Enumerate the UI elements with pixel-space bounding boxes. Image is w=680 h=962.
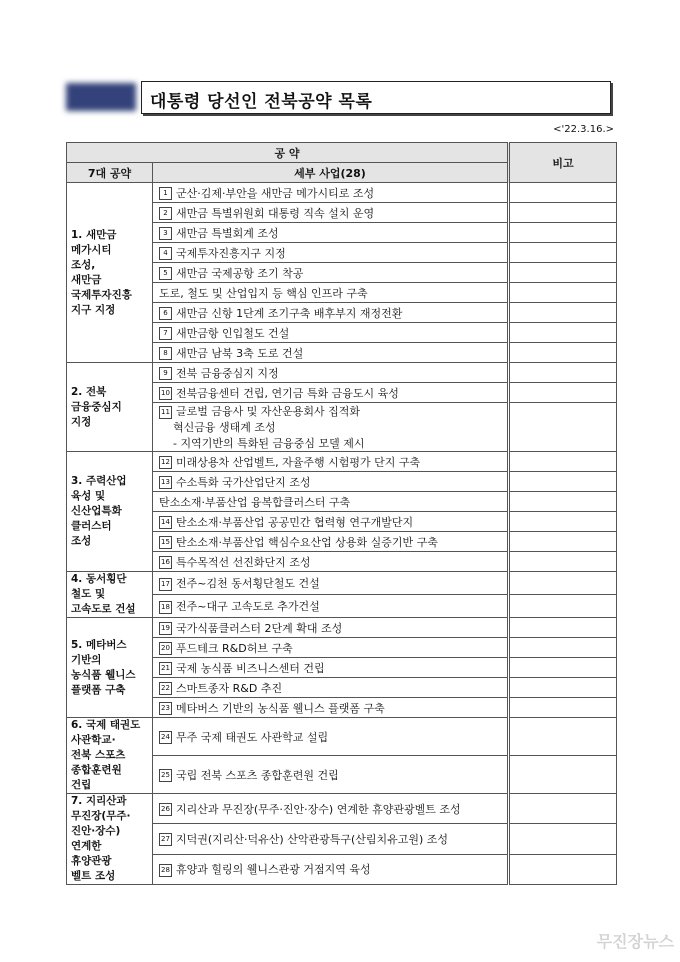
watermark: 무진장뉴스 [596,932,674,951]
item-number: 6 [159,307,172,320]
item-text: 새만금 남북 3축 도로 건설 [176,346,304,360]
pledge-title-line: 휴양관광 [71,855,112,867]
project-item [153,595,509,618]
pledge-title-line: 5. 메타버스 [71,638,127,651]
item-number: 23 [159,702,172,715]
item-number: 25 [159,769,172,782]
memo-cell [509,512,617,532]
pledge-title-line: 3. 주력산업 [71,475,127,487]
item-text: 전주~김천 동서횡단철도 건설 [176,577,320,590]
header-seven: 7대 공약 [67,163,153,183]
project-item [153,638,509,658]
pledge-title [67,452,153,572]
item-text: 탄소소재·부품산업 융복합클러스터 구축 [159,495,351,509]
memo-cell [509,638,617,658]
item-subtext: - 지역기반의 특화된 금융중심 모델 제시 [173,437,365,450]
memo-cell [509,492,617,512]
project-item [153,303,509,323]
memo-cell [509,452,617,472]
project-item [153,658,509,678]
memo-cell [509,718,617,756]
pledge-title-line: 종합훈련원 [71,764,122,776]
item-number: 4 [159,247,172,260]
memo-cell [509,203,617,223]
project-item [153,678,509,698]
pledge-title-line: 국제투자진흥 [71,288,132,301]
project-item [153,794,509,824]
item-text: 전주~대구 고속도로 추가건설 [176,600,320,613]
pledge-title-line: 건립 [71,779,92,791]
item-text: 국립 전북 스포츠 종합훈련원 건립 [176,768,339,782]
blurred-logo [66,83,136,111]
memo-cell [509,403,617,452]
memo-cell [509,283,617,303]
pledge-title-line: 지정 [71,415,92,428]
pledge-title-line: 농식품 웰니스 [71,668,136,681]
pledge-title [67,572,153,618]
memo-cell [509,572,617,595]
header-pledge: 공 약 [67,143,509,163]
table-row [67,452,617,472]
item-text: 메타버스 기반의 농식품 웰니스 플랫폼 구축 [176,701,385,715]
memo-cell [509,658,617,678]
item-number: 16 [159,556,172,569]
item-number: 24 [159,731,172,744]
pledge-title-line: 기반의 [71,653,102,666]
project-item [153,698,509,718]
project-item [153,718,509,756]
memo-cell [509,472,617,492]
item-text: 새만금 국제공항 조기 착공 [176,266,304,280]
pledge-title-line: 새만금 [71,273,102,286]
project-item [153,552,509,572]
memo-cell [509,532,617,552]
header-memo: 비고 [509,143,617,183]
item-number: 27 [159,833,172,846]
pledge-title-line: 1. 새만금 [71,228,117,241]
item-text: 미래상용차 산업벨트, 자율주행 시험평가 단지 구축 [176,455,421,469]
memo-cell [509,552,617,572]
memo-cell [509,698,617,718]
item-number: 10 [159,387,172,400]
project-item [153,183,509,203]
pledge-title-line: 신산업특화 [71,505,122,517]
pledge-title-line: 플랫폼 구축 [71,683,126,696]
project-item [153,572,509,595]
pledge-title-line: 무진장(무주· [71,810,131,822]
table-row [67,183,617,203]
item-number: 9 [159,367,172,380]
item-number: 1 [159,187,172,200]
pledge-title-line: 사관학교· [71,734,116,746]
project-item [153,492,509,512]
pledge-title [67,363,153,452]
project-item [153,223,509,243]
pledge-title-line: 조성 [71,535,92,547]
memo-cell [509,343,617,363]
item-number: 26 [159,803,172,816]
pledge-title-line: 금융중심지 [71,400,122,413]
pledge-title-line: 메가시티 [71,243,112,256]
header-detail: 세부 사업(28) [153,163,509,183]
table-row [67,794,617,824]
item-text: 새만금 특별위원회 대통령 직속 설치 운영 [176,206,375,220]
item-number: 11 [159,406,172,419]
pledge-title-line: 6. 국제 태권도 [71,719,141,731]
project-item [153,824,509,854]
item-text: 국가식품클러스터 2단계 확대 조성 [176,621,343,635]
project-item [153,263,509,283]
item-number: 3 [159,227,172,240]
project-item [153,403,509,452]
pledge-title-line: 전북 스포츠 [71,749,126,761]
table-row [67,572,617,595]
table-body [67,183,617,885]
memo-cell [509,595,617,618]
memo-cell [509,854,617,884]
item-text: 탄소소재·부품산업 공공민간 협력형 연구개발단지 [176,515,414,529]
item-text: 지리산과 무진장(무주·진안·장수) 연계한 휴양관광벨트 조성 [176,802,461,816]
project-item [153,618,509,638]
item-number: 20 [159,642,172,655]
item-text: 전북금융센터 건립, 연기금 특화 금융도시 육성 [176,386,399,400]
title-box [141,81,611,114]
item-number: 22 [159,682,172,695]
item-text: 전북 금융중심지 지정 [176,366,279,380]
project-item [153,383,509,403]
pledge-table [66,142,617,885]
table-row [67,718,617,756]
item-text: 새만금 특별회계 조성 [176,226,279,240]
item-number: 2 [159,207,172,220]
pledge-title-line: 4. 동서횡단 [71,573,127,585]
pledge-title [67,183,153,363]
pledge-title-line: 조성, [71,258,96,271]
project-item [153,532,509,552]
project-item [153,452,509,472]
project-item [153,243,509,263]
item-text: 특수목적선 선진화단지 조성 [176,555,311,569]
item-number: 18 [159,601,172,614]
memo-cell [509,303,617,323]
item-text: 국제 농식품 비즈니스센터 건립 [176,661,325,675]
item-number: 14 [159,516,172,529]
item-number: 21 [159,662,172,675]
project-item [153,363,509,383]
project-item [153,756,509,794]
table-row [67,618,617,638]
item-number: 12 [159,456,172,469]
memo-cell [509,243,617,263]
memo-cell [509,323,617,343]
item-number: 8 [159,347,172,360]
item-number: 13 [159,476,172,489]
item-text: 수소특화 국가산업단지 조성 [176,475,311,489]
pledge-title-line: 고속도로 건설 [71,603,136,615]
item-number: 7 [159,327,172,340]
project-item [153,323,509,343]
item-text: 지덕권(지리산·덕유산) 산악관광특구(산림치유고원) 조성 [176,832,449,846]
pledge-title-line: 철도 및 [71,588,106,600]
memo-cell [509,263,617,283]
memo-cell [509,794,617,824]
item-text: 국제투자진흥지구 지정 [176,246,286,260]
pledge-title [67,718,153,794]
pledge-title [67,794,153,885]
project-item [153,203,509,223]
document-date: <'22.3.16.> [553,124,614,135]
project-item [153,854,509,884]
item-text: 푸드테크 R&D허브 구축 [176,641,293,655]
project-item [153,343,509,363]
item-text: 글로벌 금융사 및 자산운용회사 집적화 [176,405,361,418]
item-number: 15 [159,536,172,549]
item-text: 새만금 신항 1단계 조기구축 배후부지 재정전환 [176,306,403,320]
memo-cell [509,618,617,638]
item-text: 무주 국제 태권도 사관학교 설립 [176,730,329,744]
memo-cell [509,756,617,794]
pledge-title-line: 연계한 [71,840,102,852]
item-text: 탄소소재·부품산업 핵심수요산업 상용화 실증기반 구축 [176,535,438,549]
pledge-title-line: 진안·장수) [71,825,121,837]
item-text: 스마트종자 R&D 추진 [176,681,283,695]
pledge-title-line: 육성 및 [71,490,106,502]
item-subtext: 혁신금융 생태계 조성 [173,421,276,434]
memo-cell [509,678,617,698]
memo-cell [509,383,617,403]
item-text: 도로, 철도 및 산업입지 등 핵심 인프라 구축 [159,286,368,300]
pledge-title-line: 2. 전북 [71,385,107,398]
pledge-title-line: 지구 지정 [71,303,116,316]
memo-cell [509,183,617,203]
item-text: 새만금항 인입철도 건설 [176,326,290,340]
memo-cell [509,824,617,854]
item-text: 휴양과 힐링의 웰니스관광 거점지역 육성 [176,863,371,877]
pledge-title-line: 클러스터 [71,520,112,532]
project-item [153,283,509,303]
page-title: 대통령 당선인 전북공약 목록 [150,92,373,112]
item-number: 17 [159,578,172,591]
memo-cell [509,363,617,383]
item-number: 28 [159,864,172,877]
memo-cell [509,223,617,243]
pledge-title-line: 7. 지리산과 [71,795,127,807]
project-item [153,472,509,492]
pledge-title-line: 벨트 조성 [71,870,116,882]
table-row [67,363,617,383]
item-number: 19 [159,622,172,635]
project-item [153,512,509,532]
item-text: 군산·김제·부안을 새만금 메가시티로 조성 [176,186,375,200]
item-number: 5 [159,267,172,280]
pledge-title [67,618,153,718]
